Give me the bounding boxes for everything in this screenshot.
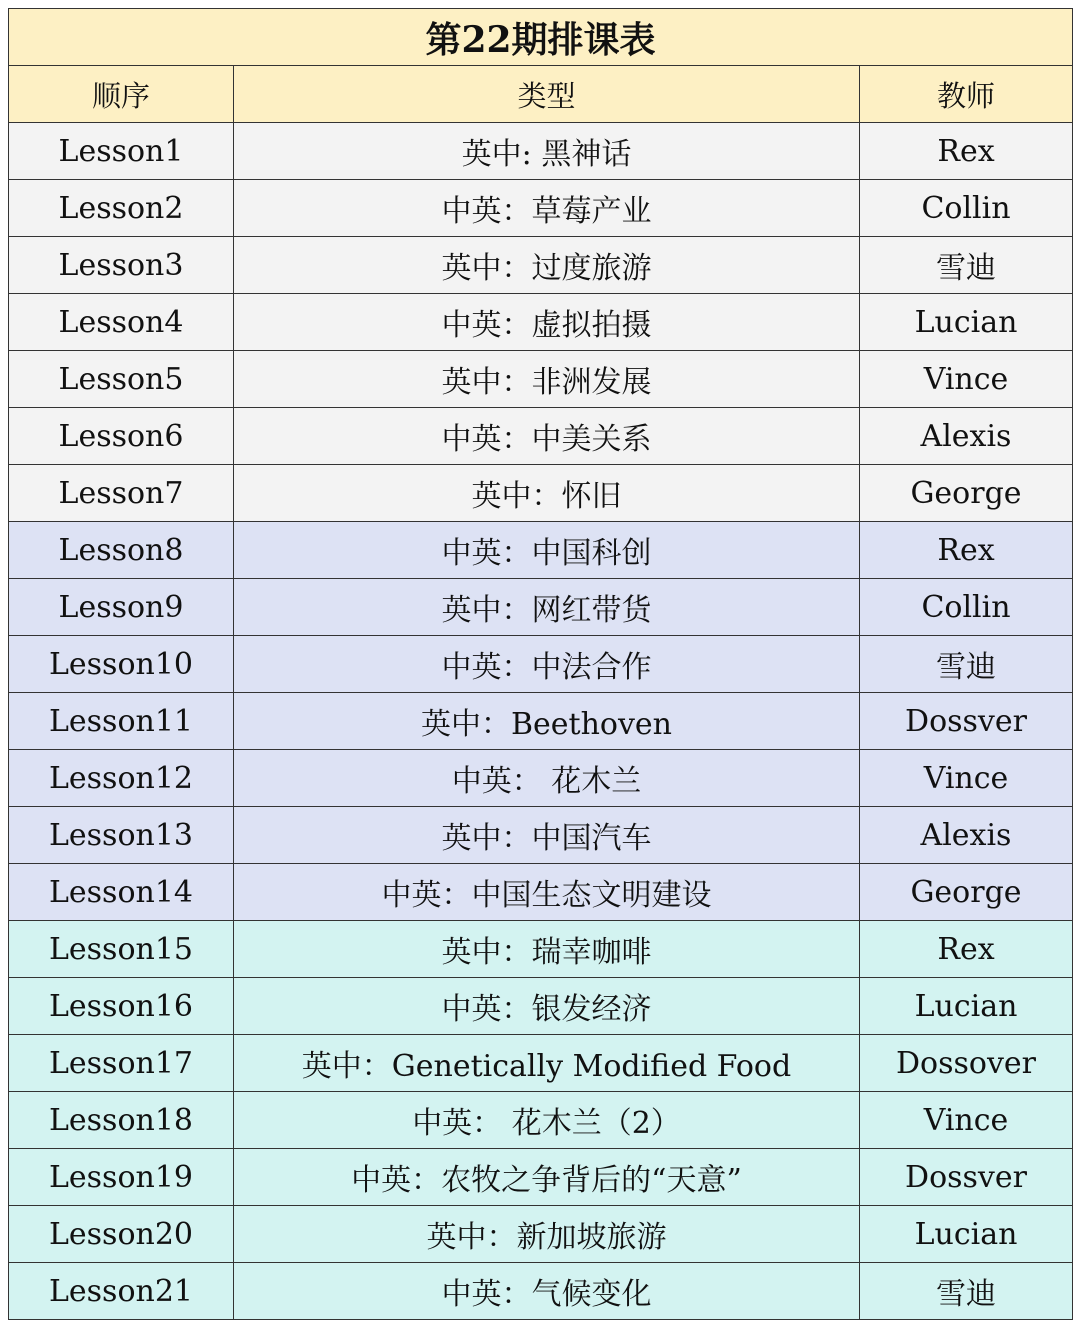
teacher-cell: Dossver [860,693,1073,750]
teacher-cell: 雪迪 [860,237,1073,294]
teacher-cell: Lucian [860,1206,1073,1263]
type-cell: 英中：Beethoven [234,693,860,750]
table-row [9,921,1073,978]
type-cell: 中英：中国生态文明建设 [234,864,860,921]
lesson-cell: Lesson7 [9,465,234,522]
table-row [9,978,1073,1035]
table-row [9,1035,1073,1092]
table-title: 第22期排课表 [9,9,1073,66]
type-cell: 英中：过度旅游 [234,237,860,294]
schedule-table [8,8,1073,1320]
lesson-cell: Lesson14 [9,864,234,921]
type-cell: 中英：农牧之争背后的“天意” [234,1149,860,1206]
teacher-cell: Collin [860,180,1073,237]
teacher-cell: Vince [860,351,1073,408]
lesson-cell: Lesson4 [9,294,234,351]
table-row [9,807,1073,864]
teacher-cell: George [860,864,1073,921]
header-row [9,66,1073,123]
lesson-cell: Lesson3 [9,237,234,294]
lesson-cell: Lesson10 [9,636,234,693]
table-row [9,237,1073,294]
type-cell: 英中：非洲发展 [234,351,860,408]
type-cell: 英中：新加坡旅游 [234,1206,860,1263]
teacher-cell: Rex [860,522,1073,579]
table-row [9,465,1073,522]
type-cell: 英中: 黑神话 [234,123,860,180]
teacher-cell: Vince [860,750,1073,807]
type-cell: 中英：中国科创 [234,522,860,579]
teacher-cell: 雪迪 [860,636,1073,693]
lesson-cell: Lesson20 [9,1206,234,1263]
column-header-teacher: 教师 [860,66,1073,123]
type-cell: 中英：中法合作 [234,636,860,693]
type-cell: 中英：中美关系 [234,408,860,465]
teacher-cell: Dossover [860,1035,1073,1092]
lesson-cell: Lesson6 [9,408,234,465]
table-row [9,1149,1073,1206]
teacher-cell: Alexis [860,807,1073,864]
table-row [9,579,1073,636]
lesson-cell: Lesson2 [9,180,234,237]
lesson-cell: Lesson16 [9,978,234,1035]
type-cell: 英中：瑞幸咖啡 [234,921,860,978]
table-body [9,123,1073,1320]
table-row [9,864,1073,921]
teacher-cell: Collin [860,579,1073,636]
lesson-cell: Lesson5 [9,351,234,408]
teacher-cell: Rex [860,123,1073,180]
teacher-cell: Lucian [860,294,1073,351]
teacher-cell: Rex [860,921,1073,978]
type-cell: 中英： 花木兰（2） [234,1092,860,1149]
lesson-cell: Lesson12 [9,750,234,807]
teacher-cell: Vince [860,1092,1073,1149]
table-row [9,408,1073,465]
lesson-cell: Lesson1 [9,123,234,180]
table-row [9,180,1073,237]
lesson-cell: Lesson17 [9,1035,234,1092]
table-row [9,522,1073,579]
type-cell: 中英： 花木兰 [234,750,860,807]
table-row [9,1206,1073,1263]
lesson-cell: Lesson11 [9,693,234,750]
table-row [9,693,1073,750]
type-cell: 中英：草莓产业 [234,180,860,237]
table-row [9,636,1073,693]
table-row [9,294,1073,351]
table-row [9,351,1073,408]
teacher-cell: George [860,465,1073,522]
teacher-cell: 雪迪 [860,1263,1073,1320]
table-row [9,123,1073,180]
lesson-cell: Lesson19 [9,1149,234,1206]
lesson-cell: Lesson8 [9,522,234,579]
column-header-order: 顺序 [9,66,234,123]
lesson-cell: Lesson13 [9,807,234,864]
table-row [9,1092,1073,1149]
type-cell: 英中：网红带货 [234,579,860,636]
title-row [9,9,1073,66]
column-header-type: 类型 [234,66,860,123]
type-cell: 中英：气候变化 [234,1263,860,1320]
lesson-cell: Lesson21 [9,1263,234,1320]
table-row [9,750,1073,807]
type-cell: 中英：虚拟拍摄 [234,294,860,351]
table-row [9,1263,1073,1320]
type-cell: 英中：Genetically Modified Food [234,1035,860,1092]
type-cell: 英中：中国汽车 [234,807,860,864]
lesson-cell: Lesson9 [9,579,234,636]
teacher-cell: Lucian [860,978,1073,1035]
type-cell: 英中：怀旧 [234,465,860,522]
type-cell: 中英：银发经济 [234,978,860,1035]
teacher-cell: Dossver [860,1149,1073,1206]
lesson-cell: Lesson15 [9,921,234,978]
lesson-cell: Lesson18 [9,1092,234,1149]
teacher-cell: Alexis [860,408,1073,465]
